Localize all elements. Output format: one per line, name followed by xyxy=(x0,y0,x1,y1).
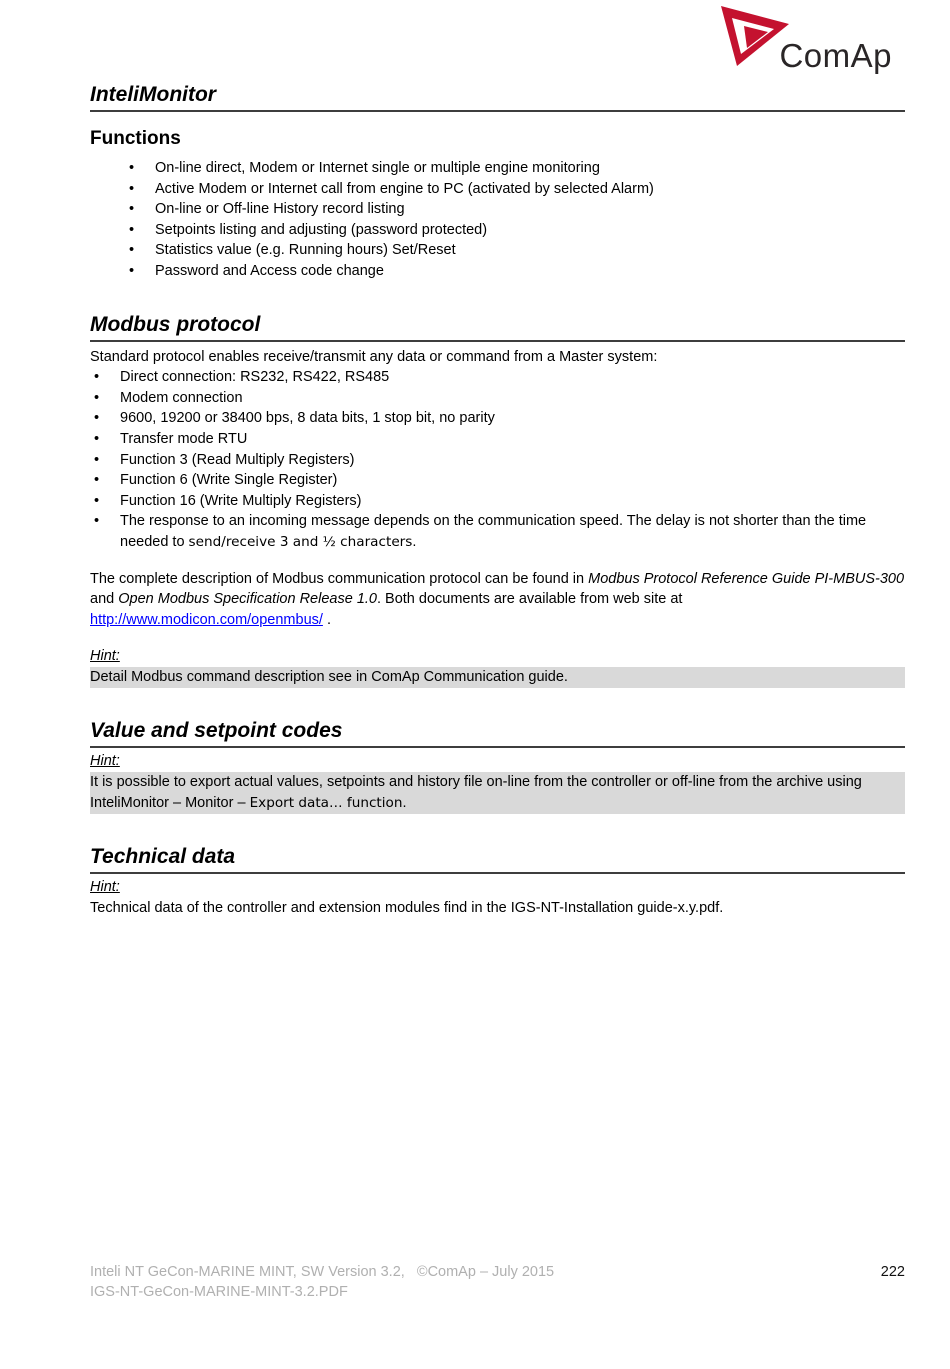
list-item: • Statistics value (e.g. Running hours) Set/Reset xyxy=(155,240,905,261)
technical-hint-text: Technical data of the controller and extension modules find in the IGS-NT-Installation guide-x.y.pdf. xyxy=(90,899,724,916)
modbus-hint-text: Detail Modbus command description see in ComAp Communication guide. xyxy=(90,667,905,689)
list-item: • 9600, 19200 or 38400 bps, 8 data bits, 1 stop bit, no parity xyxy=(120,408,905,429)
comap-logo xyxy=(711,4,892,73)
list-item: • Function 6 (Write Single Register) xyxy=(120,470,905,491)
list-item: • Transfer mode RTU xyxy=(120,429,905,450)
page-number: 222 xyxy=(880,1264,905,1280)
list-item: • Setpoints listing and adjusting (password protected) xyxy=(155,220,905,241)
list-item: • Function 3 (Read Multiply Registers) xyxy=(120,450,905,471)
list-item: • Password and Access code change xyxy=(155,261,905,282)
page-footer xyxy=(90,1262,554,1302)
value-codes-hint-text: It is possible to export actual values, setpoints and history file on-line from the controller or off-line from the archive using InteliMonitor – Monitor – Export data… function. xyxy=(90,772,905,814)
list-item: • On-line direct, Modem or Internet single or multiple engine monitoring xyxy=(155,158,905,179)
reference-title: Open Modbus Specification Release 1.0 xyxy=(118,591,377,608)
hint-label: Hint: xyxy=(90,753,120,770)
functions-list xyxy=(90,158,905,282)
modbus-intro: Standard protocol enables receive/transmit any data or command from a Master system: xyxy=(90,348,658,365)
list-item: • Modem connection xyxy=(120,388,905,409)
reference-title: Modbus Protocol Reference Guide PI-MBUS-300 xyxy=(588,570,905,587)
list-item: • On-line or Off-line History record listing xyxy=(155,199,905,220)
response-special-text: send/receive 3 and ½ characters xyxy=(188,533,413,550)
modbus-reference-paragraph: The complete description of Modbus communication protocol can be found in Modbus Protocol Reference Guide PI-MBUS-300 and Open Modbus Specification Release 1.0. Both documents are available from web site at http://www.modicon.com/openmbus/ . xyxy=(90,570,905,628)
section-title-intelimonitor: InteliMonitor xyxy=(90,82,905,112)
list-item: • Active Modem or Internet call from engine to PC (activated by selected Alarm) xyxy=(155,179,905,200)
section-title-technical-data: Technical data xyxy=(90,844,905,874)
section-title-value-setpoint-codes: Value and setpoint codes xyxy=(90,718,905,748)
modbus-list xyxy=(90,367,905,552)
subsection-title-functions: Functions xyxy=(90,128,181,149)
footer-line-2: IGS-NT-GeCon-MARINE-MINT-3.2.PDF xyxy=(90,1284,348,1300)
list-item-response-delay: • The response to an incoming message depends on the communication speed. The delay is not shorter than the time needed to send/receive 3 and ½ characters. xyxy=(120,511,905,552)
list-item: • Function 16 (Write Multiply Registers) xyxy=(120,491,905,512)
response-text: The response to an incoming message depends on the communication speed. The delay is not shorter than the time needed to xyxy=(120,513,867,550)
section-title-modbus: Modbus protocol xyxy=(90,312,905,342)
footer-line-1: Inteli NT GeCon-MARINE MINT, SW Version 3.2, ©ComAp – July 2015 xyxy=(90,1264,555,1280)
export-data-menu-path: Export data… function xyxy=(249,794,403,811)
hint-label: Hint: xyxy=(90,879,120,896)
hint-label: Hint: xyxy=(90,648,120,665)
modicon-link[interactable]: http://www.modicon.com/openmbus/ xyxy=(90,611,323,628)
list-item: • Direct connection: RS232, RS422, RS485 xyxy=(120,367,905,388)
comap-logo-text: ComAp xyxy=(779,37,892,74)
